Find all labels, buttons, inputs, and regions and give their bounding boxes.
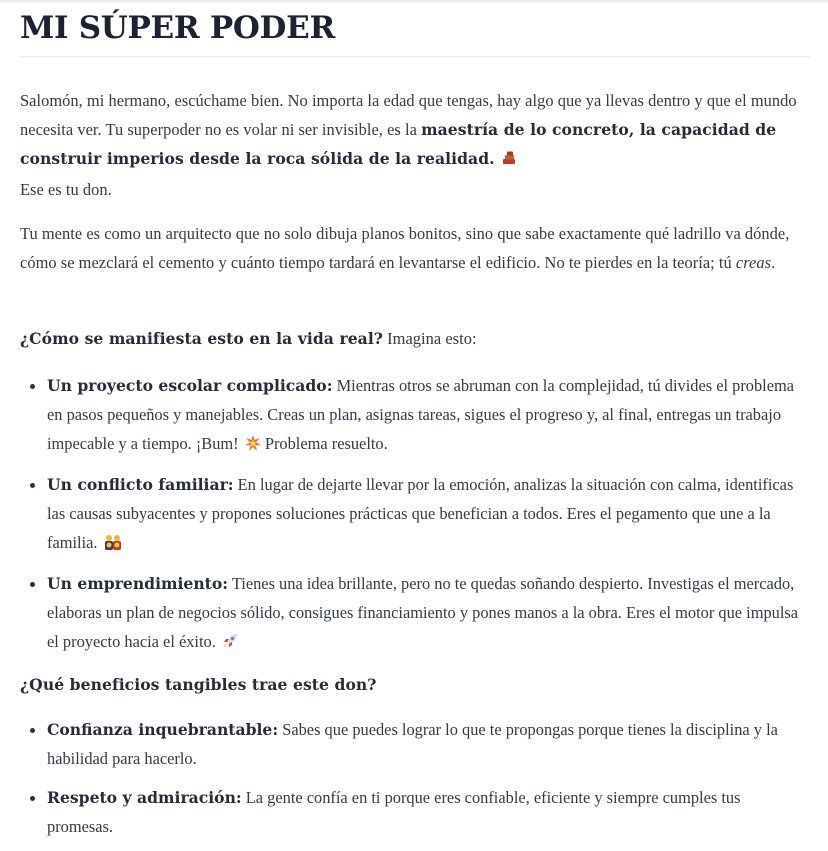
document-page [20,0,808,836]
page-title: MI SÚPER PODER [20,10,335,46]
architect-paragraph [20,219,810,277]
title-divider [20,56,810,57]
list-item [20,715,810,773]
family-icon [104,530,122,559]
list-item-text: La gente confía en ti porque eres confiable, eficiente y siempre cumples tus promesas. [47,788,741,836]
architect-text: Tu mente es como un arquitecto que no solo dibuja planos bonitos, sino que sabe exactamente qué ladrillo va dónde, cómo se mezclará el cemento y cuánto tiempo tardará en levantarse el edificio. No te pierdes en la teoría; tú [20,224,790,272]
list-item-text: Tienes una idea brillante, pero no te quedas soñando despierto. Investigas el mercado, elaboras un plan de negocios sólido, consigues financiamiento y pones manos a la obra. Eres el motor que impulsa el proyecto hacia el éxito. [47,574,799,651]
benefits-list [20,715,810,851]
section2-heading-bold: ¿Qué beneficios tangibles trae este don? [20,675,377,694]
list-item-label: Un emprendimiento: [47,574,229,593]
list-item-text: Sabes que puedes lograr lo que te propongas porque tienes la disciplina y la habilidad para hacerlo. [47,720,778,768]
section2-heading [20,670,810,699]
list-item [20,470,810,559]
list-item-text: Mientras otros se abruman con la complejidad, tú divides el problema en pasos pequeños y manejables. Creas un plan, asignas tareas, sigues el progreso y, al final, entregas un trabajo impecable y a tiempo. ¡Bum! [47,376,795,453]
section1-heading-bold: ¿Cómo se manifiesta esto en la vida real? [20,329,383,348]
bullet-icon [30,728,35,733]
intro-paragraph [20,86,810,204]
section1-heading-rest: Imagina esto: [383,329,477,348]
bullet-icon [30,483,35,488]
architect-italic: creas [735,253,772,272]
brick-icon [501,146,517,175]
intro-text-after: Ese es tu don. [20,180,112,199]
list-item-label: Respeto y admiración: [47,788,242,807]
list-item-text: En lugar de dejarte llevar por la emoción, analizas la situación con calma, identificas las causas subyacentes y propones soluciones prácticas que benefician a todos. Eres el pegamento que une a la familia. [47,475,794,552]
list-item-label: Confianza inquebrantable: [47,720,279,739]
list-item-label: Un proyecto escolar complicado: [47,376,333,395]
examples-list [20,371,810,668]
collision-icon [245,431,261,460]
bullet-icon [30,582,35,587]
bullet-icon [30,796,35,801]
intro-bold: maestría de lo concreto, la capacidad de construir imperios desde la roca sólida de la realidad. [20,120,777,168]
bullet-icon [30,384,35,389]
section1-heading [20,324,810,353]
rocket-icon [222,629,238,658]
list-item [20,371,810,460]
list-item [20,783,810,841]
architect-text-after: . [771,253,776,272]
list-item [20,569,810,658]
list-item-text-after: Problema resuelto. [260,434,388,453]
intro-text: Salomón, mi hermano, escúchame bien. No importa la edad que tengas, hay algo que ya llevas dentro y que el mundo necesita ver. Tu superpoder no es volar ni ser invisible, es la [20,91,797,139]
list-item-label: Un conflicto familiar: [47,475,234,494]
